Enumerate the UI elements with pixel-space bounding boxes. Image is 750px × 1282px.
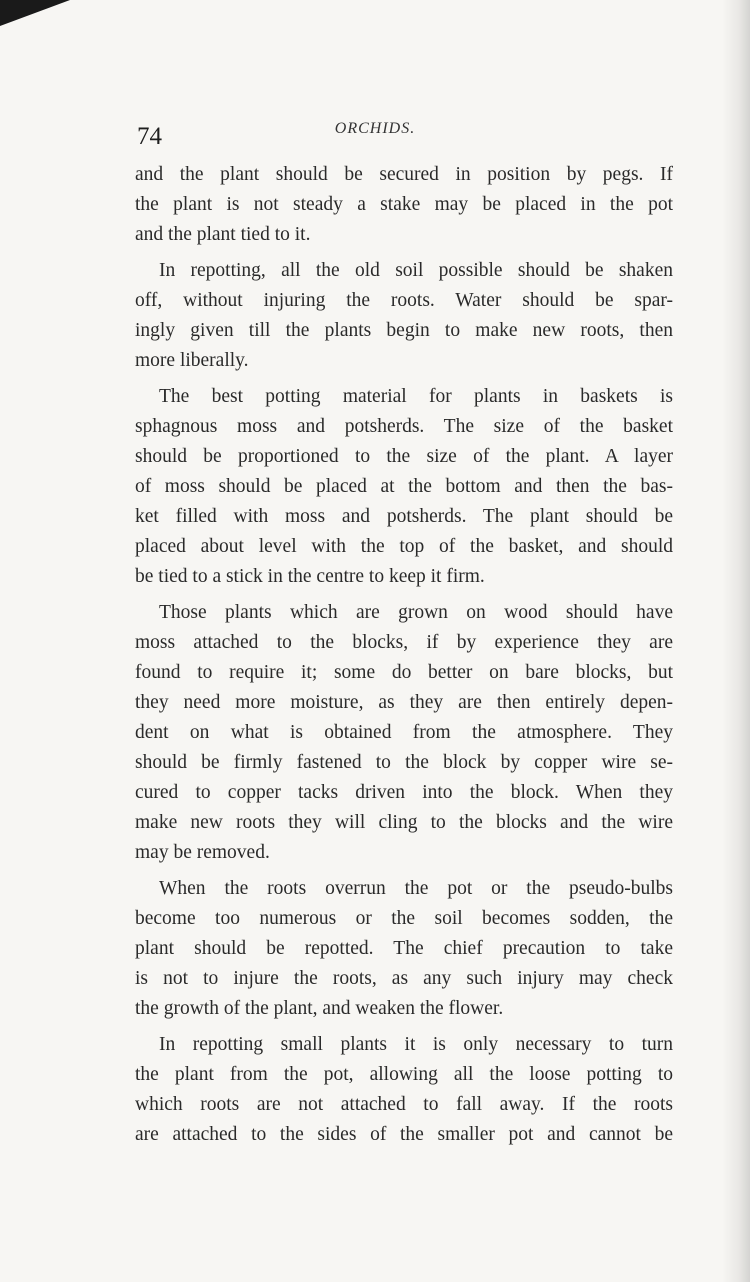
text-line: sphagnous moss and potsherds. The size of the basket (135, 416, 673, 437)
text-line: the plant from the pot, allowing all the loose potting to (135, 1064, 673, 1085)
paragraph (135, 598, 673, 868)
body-text (135, 160, 673, 1150)
text-line: and the plant tied to it. (135, 224, 311, 245)
text-line: may be removed. (135, 842, 270, 863)
text-line: plant should be repotted. The chief precaution to take (135, 938, 673, 959)
page-number: 74 (137, 123, 162, 150)
text-line: the plant is not steady a stake may be placed in the pot (135, 194, 673, 215)
text-line: cured to copper tacks driven into the block. When they (135, 782, 673, 803)
text-line: ingly given till the plants begin to make new roots, then (135, 320, 673, 341)
text-line: When the roots overrun the pot or the pseudo-bulbs (159, 878, 673, 899)
text-line: placed about level with the top of the basket, and should (135, 536, 673, 557)
paragraph (135, 256, 673, 376)
text-line: Those plants which are grown on wood should have (159, 602, 673, 623)
text-line: more liberally. (135, 350, 249, 371)
paragraph (135, 382, 673, 592)
text-line: ket filled with moss and potsherds. The plant should be (135, 506, 673, 527)
paragraph (135, 160, 673, 250)
running-title: ORCHIDS. (334, 120, 416, 137)
text-line: of moss should be placed at the bottom and then the bas- (135, 476, 673, 497)
text-line: should be proportioned to the size of the plant. A layer (135, 446, 673, 467)
text-line: become too numerous or the soil becomes sodden, the (135, 908, 673, 929)
text-line: found to require it; some do better on bare blocks, but (135, 662, 673, 683)
text-line: moss attached to the blocks, if by experience they are (135, 632, 673, 653)
paragraph (135, 1030, 673, 1150)
text-line: is not to injure the roots, as any such injury may check (135, 968, 673, 989)
text-line: are attached to the sides of the smaller pot and cannot be (135, 1124, 673, 1145)
text-line: and the plant should be secured in position by pegs. If (135, 164, 673, 185)
text-line: the growth of the plant, and weaken the flower. (135, 998, 504, 1019)
text-line: be tied to a stick in the centre to keep it firm. (135, 566, 485, 587)
text-line: off, without injuring the roots. Water should be spar- (135, 290, 673, 311)
text-line: which roots are not attached to fall away. If the roots (135, 1094, 673, 1115)
text-line: make new roots they will cling to the blocks and the wire (135, 812, 673, 833)
text-line: The best potting material for plants in baskets is (159, 386, 673, 407)
page-edge-shadow (722, 0, 750, 1282)
text-line: they need more moisture, as they are then entirely depen- (135, 692, 673, 713)
page-corner-mark (0, 0, 70, 26)
text-line: dent on what is obtained from the atmosphere. They (135, 722, 673, 743)
text-line: should be firmly fastened to the block by copper wire se- (135, 752, 673, 773)
text-line: In repotting small plants it is only necessary to turn (159, 1034, 673, 1055)
text-line: In repotting, all the old soil possible should be shaken (159, 260, 673, 281)
paragraph (135, 874, 673, 1024)
